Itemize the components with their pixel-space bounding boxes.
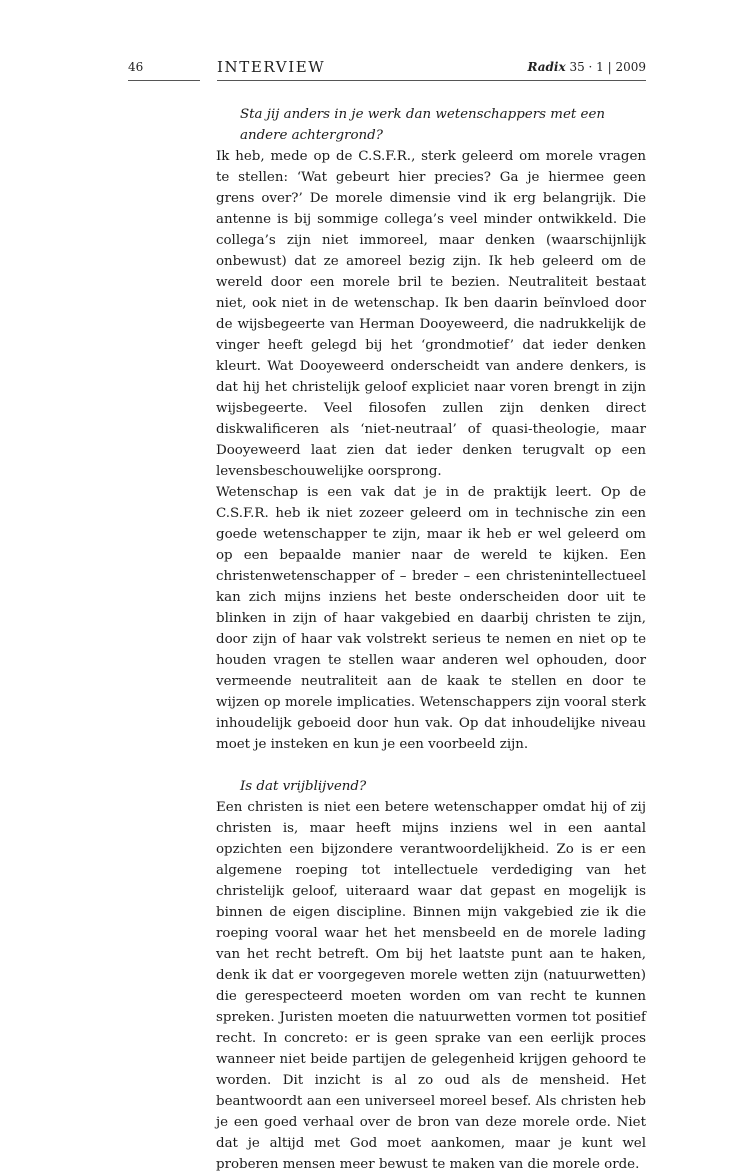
header-rule-left (128, 80, 200, 81)
article-body (216, 104, 646, 1175)
answer-paragraph: Wetenschap is een vak dat je in de praktijk leert. Op de C.S.F.R. heb ik niet zozeer geleerd om in technische zin een goede wetenschapper te zijn, maar ik heb er wel geleerd om op een bepaalde manier naar de wereld te kijken. Een christenwetenschapper of – breder – een christenintellectueel kan zich mijns inziens het beste onderscheiden door uit te blinken in zijn of haar vakgebied en daarbij christen te zijn, door zijn of haar vak volstrekt serieus te nemen en niet op te houden vragen te stellen waar anderen wel ophouden, door vermeende neutraliteit aan de kaak te stellen en door te wijzen op morele implicaties. Wetenschappers zijn vooral sterk inhoudelijk geboeid door hun vak. Op dat inhoudelijke niveau moet je insteken en kun je een voorbeeld zijn. (216, 485, 646, 752)
answer-paragraph: Een christen is niet een betere wetenschapper omdat hij of zij christen is, maar heeft mijns inziens wel in een aantal opzichten een bijzondere verantwoordelijkheid. Zo is er een algemene roeping tot intellectuele verdediging van het christelijk geloof, uiteraard waar dat gepast en mogelijk is binnen de eigen discipline. Binnen mijn vakgebied zie ik die roeping vooral waar het het mensbeeld en de morele lading van het recht betreft. Om bij het laatste punt aan te haken, denk ik dat er voorgegeven morele wetten zijn (natuurwetten) die gerespecteerd moeten worden om van recht te kunnen spreken. Juristen moeten die natuurwetten vormen tot positief recht. In concreto: er is geen sprake van een eerlijk proces wanneer niet beide partijen de gelegenheid krijgen gehoord te worden. Dit inzicht is al zo oud als de mensheid. Het beantwoordt aan een universeel moreel besef. Als christen heb je een goed verhaal over de bron van deze morele orde. Niet dat je altijd met God moet aankomen, maar je kunt wel proberen mensen meer bewust te maken van die morele orde. (216, 800, 646, 1172)
interview-question: Is dat vrijblijvend? (240, 779, 367, 794)
journal-issue: 35 · 1 | 2009 (569, 60, 646, 74)
answer-paragraph: Ik heb, mede op de C.S.F.R., sterk geleerd om morele vragen te stellen: ‘Wat gebeurt hier precies? Ga je hiermee geen grens over?’ De morele dimensie vind ik erg belangrijk. Die antenne is bij sommige collega’s veel minder ontwikkeld. Die collega’s zijn niet immoreel, maar denken (waarschijnlijk onbewust) dat ze amoreel bezig zijn. Ik heb geleerd om de wereld door een morele bril te bezien. Neutraliteit bestaat niet, ook niet in de wetenschap. Ik ben daarin beïnvloed door de wijsbegeerte van Herman Dooyeweerd, die nadrukkelijk de vinger heeft gelegd bij het ‘grondmotief’ dat ieder denken kleurt. Wat Dooyeweerd onderscheidt van andere denkers, is dat hij het christelijk geloof expliciet naar voren brengt in zijn wijsbegeerte. Veel filosofen zullen zijn denken direct diskwalificeren als ‘niet-neutraal’ of quasi-theologie, maar Dooyeweerd laat zien dat ieder denken terugvalt op een levensbeschouwelijke oorsprong. (216, 149, 646, 479)
journal-name: Radix (527, 60, 566, 74)
running-header (0, 58, 738, 82)
block-spacer (216, 755, 646, 776)
interview-question: Sta jij anders in je werk dan wetenschappers met een andere achtergrond? (240, 107, 605, 143)
journal-reference (527, 60, 646, 74)
header-rule-right (217, 80, 646, 81)
page-number: 46 (128, 60, 144, 74)
section-title: INTERVIEW (217, 58, 326, 76)
